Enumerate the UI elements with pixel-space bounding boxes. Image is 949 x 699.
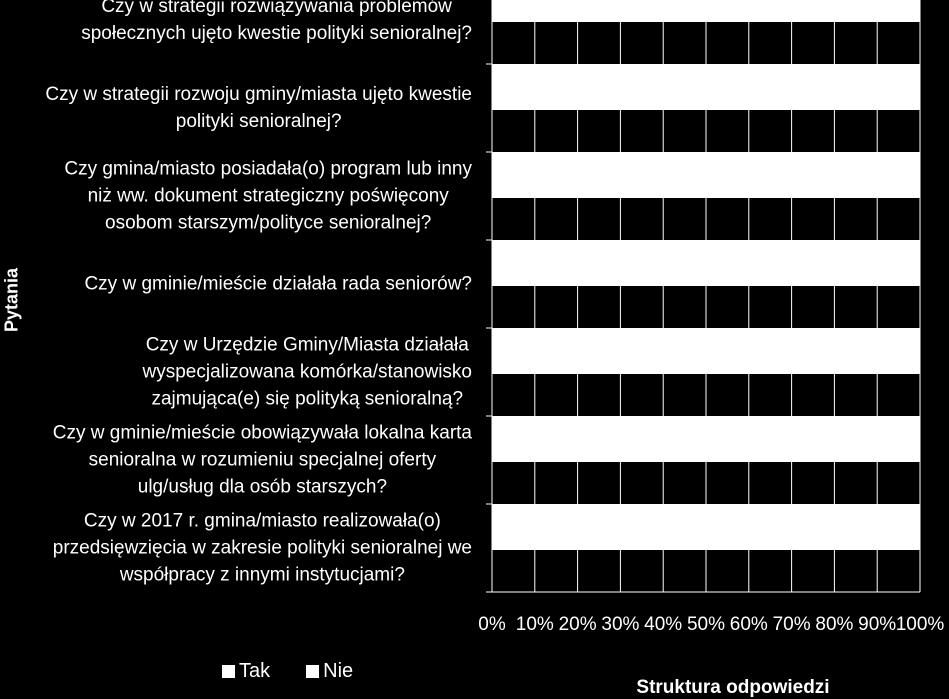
category-label-4: Czy w Urzędzie Gminy/Miasta działała wyspecjalizowana komórka/stanowisko zajmująca(e) się polityką senioralną? [142, 334, 472, 410]
bar-tak-2 [492, 152, 920, 198]
legend-item-nie [306, 660, 353, 683]
legend-swatch-nie [306, 665, 319, 678]
x-tick-label-5: 50% [686, 614, 726, 635]
y-axis-title: Pytania [1, 267, 22, 333]
x-tick-label-4: 40% [644, 614, 683, 635]
x-tick-label-9: 90% [858, 614, 897, 635]
category-label-3: Czy w gminie/mieście działała rada seniorów? [84, 273, 472, 295]
bar-tak-6 [492, 504, 920, 550]
x-tick-label-2: 20% [558, 614, 597, 635]
bar-tak-4 [492, 328, 920, 374]
bar-tak-0 [492, 0, 920, 22]
legend-label-nie: Nie [323, 660, 354, 682]
category-label-1: Czy w strategii rozwoju gminy/miasta ujęto kwestie polityki senioralnej? [45, 84, 472, 132]
category-label-5: Czy w gminie/mieście obowiązywała lokalna karta senioralna w rozumieniu specjalnej oferty ulg/usług dla osób starszych? [52, 422, 472, 498]
x-tick-labels [478, 614, 944, 635]
legend-item-tak [222, 660, 270, 683]
bar-tak-1 [492, 64, 920, 110]
x-tick-label-1: 10% [515, 614, 554, 635]
x-tick-label-7: 70% [772, 614, 811, 635]
category-label-2: Czy gmina/miasto posiadała(o) program lub inny niż ww. dokument strategiczny poświęcony osobom starszym/polityce senioralnej? [64, 158, 472, 234]
x-tick-label-6: 60% [729, 614, 768, 635]
legend-swatch-tak [222, 665, 235, 678]
legend [222, 660, 389, 683]
x-tick-label-0: 0% [478, 614, 506, 635]
x-tick-label-3: 30% [601, 614, 640, 635]
category-label-0: Czy w strategii rozwiązywania problemów społecznych ujęto kwestie polityki senioralnej? [81, 0, 472, 44]
bar-tak-5 [492, 416, 920, 462]
legend-label-tak: Tak [239, 660, 271, 682]
x-axis-title: Struktura odpowiedzi [636, 677, 830, 698]
x-tick-label-8: 80% [815, 614, 854, 635]
category-label-6: Czy w 2017 r. gmina/miasto realizowała(o) przedsięwzięcia w zakresie polityki senioralnej we współpracy z innymi instytucjami? [52, 510, 472, 586]
x-tick-label-10: 100% [895, 614, 945, 635]
bar-tak-3 [492, 240, 920, 286]
